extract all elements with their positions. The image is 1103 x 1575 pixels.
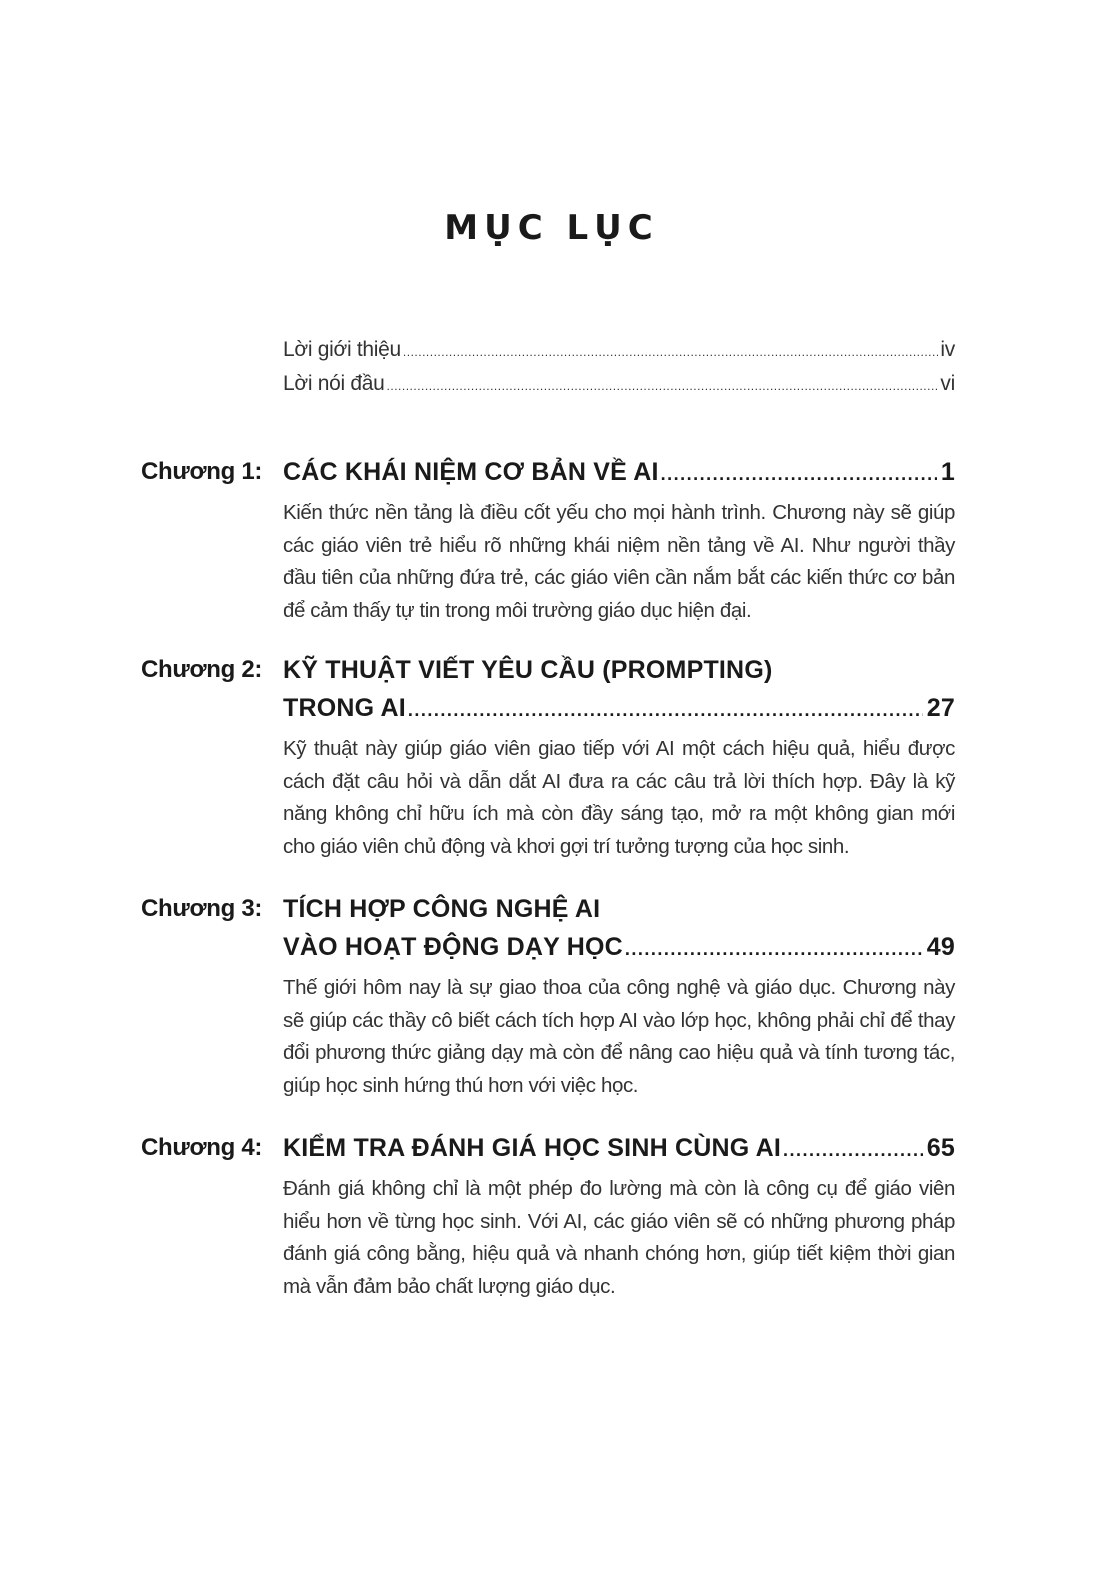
chapter-title: KIỂM TRA ĐÁNH GIÁ HỌC SINH CÙNG AI <box>283 1134 781 1162</box>
chapter-title: TRONG AI <box>283 694 406 722</box>
dot-leader <box>661 453 937 493</box>
chapter-title: KỸ THUẬT VIẾT YÊU CẦU (PROMPTING) <box>283 656 773 684</box>
chapter-1-entry <box>141 453 955 627</box>
toc-entry-page: vi <box>940 372 955 395</box>
chapter-label: Chương 4: <box>141 1134 263 1161</box>
chapter-4-title-link[interactable] <box>283 1129 955 1169</box>
toc-entry-preface[interactable] <box>283 368 955 402</box>
chapter-title-line-1 <box>283 651 955 689</box>
chapter-page: 65 <box>926 1134 955 1162</box>
chapter-page: 1 <box>940 458 955 486</box>
toc-entry-label: Lời nói đầu <box>283 372 385 395</box>
front-matter-list <box>283 334 955 402</box>
chapter-label: Chương 1: <box>141 458 263 485</box>
dot-leader <box>387 368 939 402</box>
chapter-3-title-link[interactable] <box>283 928 955 968</box>
chapter-1-title-link[interactable] <box>283 453 955 493</box>
chapter-page: 27 <box>926 694 955 722</box>
page-title: MỤC LỤC <box>444 208 659 248</box>
chapter-2-entry <box>141 651 955 863</box>
chapter-title: CÁC KHÁI NIỆM CƠ BẢN VỀ AI <box>283 458 659 486</box>
dot-leader <box>783 1129 923 1169</box>
chapter-description: Thế giới hôm nay là sự giao thoa của công nghệ và giáo dục. Chương này sẽ giúp các thầy cô biết cách tích hợp AI vào lớp học, không phải chỉ để thay đổi phương thức giảng dạy mà còn để nâng cao hiệu quả và tính tương tác, giúp học sinh hứng thú hơn với việc học. <box>283 976 955 1097</box>
chapter-3-entry <box>141 890 955 1102</box>
toc-entry-introduction[interactable] <box>283 334 955 368</box>
chapter-title-line-1 <box>283 890 955 928</box>
chapter-2-title-link[interactable] <box>283 689 955 729</box>
chapter-description: Đánh giá không chỉ là một phép đo lường mà còn là công cụ để giáo viên hiểu hơn về từng học sinh. Với AI, các giáo viên sẽ có những phương pháp đánh giá công bằng, hiệu quả và nhanh chóng hơn, giúp tiết kiệm thời gian mà vẫn đảm bảo chất lượng giáo dục. <box>283 1177 955 1298</box>
dot-leader <box>408 689 923 729</box>
chapter-description: Kiến thức nền tảng là điều cốt yếu cho mọi hành trình. Chương này sẽ giúp các giáo viên trẻ hiểu rõ những khái niệm nền tảng về AI. Như người thầy đầu tiên của những đứa trẻ, các giáo viên cần nắm bắt các kiến thức cơ bản để cảm thấy tự tin trong môi trường giáo dục hiện đại. <box>283 501 955 622</box>
dot-leader <box>403 334 939 368</box>
chapter-label: Chương 3: <box>141 895 263 922</box>
chapter-label: Chương 2: <box>141 656 263 683</box>
chapter-4-entry <box>141 1129 955 1303</box>
toc-entry-label: Lời giới thiệu <box>283 338 401 361</box>
chapter-title: TÍCH HỢP CÔNG NGHỆ AI <box>283 895 601 923</box>
chapter-description: Kỹ thuật này giúp giáo viên giao tiếp với AI một cách hiệu quả, hiểu được cách đặt câu hỏi và dẫn dắt AI đưa ra các câu trả lời thích hợp. Đây là kỹ năng không chỉ hữu ích mà còn đầy sáng tạo, mở ra một không gian mới cho giáo viên chủ động và khơi gợi trí tưởng tượng của học sinh. <box>283 737 955 858</box>
chapter-page: 49 <box>926 933 955 961</box>
dot-leader <box>625 928 923 968</box>
toc-entry-page: iv <box>940 338 955 361</box>
chapter-title: VÀO HOẠT ĐỘNG DẠY HỌC <box>283 933 623 961</box>
